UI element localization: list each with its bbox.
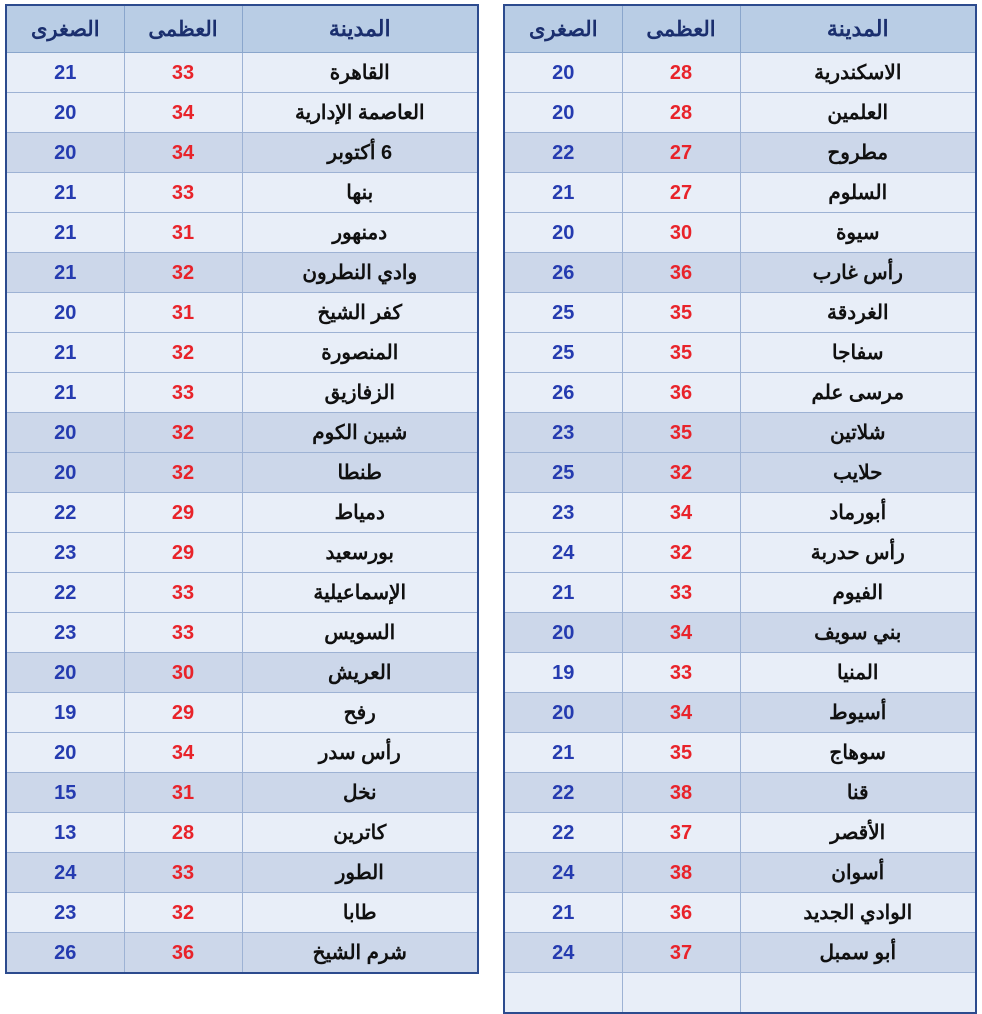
city-name: شرم الشيخ — [242, 933, 478, 974]
right-table-wrapper — [5, 4, 479, 964]
max-temp: 31 — [124, 293, 242, 333]
max-temp: 32 — [124, 253, 242, 293]
city-name: العاصمة الإدارية — [242, 93, 478, 133]
max-temp: 30 — [622, 213, 740, 253]
min-temp: 23 — [504, 493, 622, 533]
min-temp: 15 — [6, 773, 124, 813]
min-temp: 22 — [504, 813, 622, 853]
max-temp: 36 — [622, 253, 740, 293]
min-temp: 13 — [6, 813, 124, 853]
table-row — [504, 813, 976, 853]
table-row — [6, 573, 478, 613]
table-row — [504, 413, 976, 453]
city-name: المنصورة — [242, 333, 478, 373]
table-row — [504, 853, 976, 893]
table-row — [504, 133, 976, 173]
table-row — [504, 773, 976, 813]
column-header-max: العظمى — [622, 5, 740, 53]
max-temp: 35 — [622, 413, 740, 453]
min-temp: 21 — [6, 173, 124, 213]
min-temp: 21 — [6, 333, 124, 373]
max-temp: 28 — [622, 93, 740, 133]
max-temp: 33 — [124, 373, 242, 413]
min-temp: 20 — [504, 93, 622, 133]
max-temp: 32 — [622, 453, 740, 493]
table-row — [6, 893, 478, 933]
table-row — [504, 53, 976, 93]
max-temp: 34 — [622, 493, 740, 533]
table-row — [6, 493, 478, 533]
table-row — [504, 573, 976, 613]
table-row — [6, 333, 478, 373]
min-temp: 25 — [504, 293, 622, 333]
city-name: نخل — [242, 773, 478, 813]
city-name: الاسكندرية — [740, 53, 976, 93]
max-temp: 36 — [622, 893, 740, 933]
table-row — [6, 213, 478, 253]
min-temp: 23 — [504, 413, 622, 453]
table-row — [6, 93, 478, 133]
city-name: الفيوم — [740, 573, 976, 613]
column-header-min: الصغرى — [504, 5, 622, 53]
city-name: بورسعيد — [242, 533, 478, 573]
min-temp: 20 — [6, 293, 124, 333]
min-temp: 19 — [6, 693, 124, 733]
max-temp: 31 — [124, 213, 242, 253]
city-name: شلاتين — [740, 413, 976, 453]
table-row — [504, 173, 976, 213]
city-name: شبين الكوم — [242, 413, 478, 453]
table-row — [6, 773, 478, 813]
city-name: 6 أكتوبر — [242, 133, 478, 173]
table-row — [6, 653, 478, 693]
min-temp: 25 — [504, 453, 622, 493]
max-temp: 30 — [124, 653, 242, 693]
max-temp: 34 — [124, 733, 242, 773]
city-name: وادي النطرون — [242, 253, 478, 293]
city-name: مرسى علم — [740, 373, 976, 413]
max-temp — [622, 973, 740, 1014]
city-name: الوادي الجديد — [740, 893, 976, 933]
max-temp: 36 — [124, 933, 242, 974]
min-temp: 20 — [504, 693, 622, 733]
city-name: الغردقة — [740, 293, 976, 333]
city-name: أبو سمبل — [740, 933, 976, 973]
min-temp: 20 — [504, 213, 622, 253]
min-temp: 21 — [6, 53, 124, 93]
min-temp: 21 — [504, 573, 622, 613]
min-temp: 22 — [504, 773, 622, 813]
city-name: رفح — [242, 693, 478, 733]
max-temp: 32 — [124, 413, 242, 453]
city-name: العريش — [242, 653, 478, 693]
min-temp: 25 — [504, 333, 622, 373]
weather-table-left — [503, 4, 977, 1014]
min-temp: 26 — [504, 373, 622, 413]
table-row — [6, 293, 478, 333]
city-name: كاترين — [242, 813, 478, 853]
max-temp: 32 — [124, 453, 242, 493]
table-row-partial — [504, 973, 976, 1014]
table-row — [6, 813, 478, 853]
city-name: العلمين — [740, 93, 976, 133]
max-temp: 37 — [622, 933, 740, 973]
min-temp: 20 — [504, 53, 622, 93]
min-temp: 22 — [6, 493, 124, 533]
min-temp: 21 — [6, 373, 124, 413]
max-temp: 29 — [124, 493, 242, 533]
city-name — [740, 973, 976, 1014]
city-name: رأس سدر — [242, 733, 478, 773]
city-name: السويس — [242, 613, 478, 653]
table-row — [6, 613, 478, 653]
max-temp: 29 — [124, 533, 242, 573]
city-name: سفاجا — [740, 333, 976, 373]
min-temp: 23 — [6, 893, 124, 933]
table-row — [504, 213, 976, 253]
max-temp: 33 — [622, 573, 740, 613]
min-temp: 20 — [6, 733, 124, 773]
max-temp: 33 — [124, 853, 242, 893]
table-row — [6, 693, 478, 733]
table-row — [6, 253, 478, 293]
column-header-city: المدينة — [242, 5, 478, 53]
city-name: سوهاج — [740, 733, 976, 773]
city-name: رأس حدربة — [740, 533, 976, 573]
city-name: بني سويف — [740, 613, 976, 653]
city-name: الإسماعيلية — [242, 573, 478, 613]
min-temp: 21 — [6, 213, 124, 253]
city-name: المنيا — [740, 653, 976, 693]
max-temp: 35 — [622, 293, 740, 333]
column-header-city: المدينة — [740, 5, 976, 53]
min-temp: 21 — [504, 733, 622, 773]
table-row — [6, 853, 478, 893]
max-temp: 34 — [124, 133, 242, 173]
max-temp: 28 — [124, 813, 242, 853]
weather-table-right — [5, 4, 479, 974]
city-name: أسيوط — [740, 693, 976, 733]
city-name: دمنهور — [242, 213, 478, 253]
max-temp: 27 — [622, 173, 740, 213]
table-row — [504, 373, 976, 413]
min-temp: 23 — [6, 533, 124, 573]
max-temp: 37 — [622, 813, 740, 853]
max-temp: 32 — [124, 333, 242, 373]
max-temp: 29 — [124, 693, 242, 733]
max-temp: 32 — [124, 893, 242, 933]
city-name: أسوان — [740, 853, 976, 893]
left-table-wrapper — [503, 4, 977, 964]
max-temp: 33 — [124, 173, 242, 213]
max-temp: 34 — [622, 613, 740, 653]
table-row — [504, 653, 976, 693]
city-name: بنها — [242, 173, 478, 213]
city-name: حلايب — [740, 453, 976, 493]
min-temp: 24 — [504, 853, 622, 893]
city-name: طابا — [242, 893, 478, 933]
column-header-max: العظمى — [124, 5, 242, 53]
max-temp: 35 — [622, 733, 740, 773]
min-temp: 24 — [504, 533, 622, 573]
max-temp: 33 — [622, 653, 740, 693]
table-row — [504, 733, 976, 773]
max-temp: 38 — [622, 853, 740, 893]
max-temp: 31 — [124, 773, 242, 813]
table-row — [504, 333, 976, 373]
table-row — [504, 893, 976, 933]
table-row — [504, 613, 976, 653]
table-header-row — [504, 5, 976, 53]
min-temp — [504, 973, 622, 1014]
city-name: الطور — [242, 853, 478, 893]
city-name: الزفازيق — [242, 373, 478, 413]
max-temp: 38 — [622, 773, 740, 813]
max-temp: 34 — [124, 93, 242, 133]
city-name: مطروح — [740, 133, 976, 173]
table-header-row — [6, 5, 478, 53]
table-row — [6, 533, 478, 573]
max-temp: 36 — [622, 373, 740, 413]
city-name: رأس غارب — [740, 253, 976, 293]
city-name: أبورماد — [740, 493, 976, 533]
city-name: كفر الشيخ — [242, 293, 478, 333]
table-row — [504, 533, 976, 573]
city-name: السلوم — [740, 173, 976, 213]
min-temp: 23 — [6, 613, 124, 653]
table-row — [6, 373, 478, 413]
max-temp: 28 — [622, 53, 740, 93]
min-temp: 26 — [6, 933, 124, 974]
min-temp: 19 — [504, 653, 622, 693]
city-name: دمياط — [242, 493, 478, 533]
table-row — [504, 253, 976, 293]
table-row — [504, 453, 976, 493]
table-row — [504, 693, 976, 733]
column-header-min: الصغرى — [6, 5, 124, 53]
city-name: قنا — [740, 773, 976, 813]
min-temp: 26 — [504, 253, 622, 293]
max-temp: 33 — [124, 573, 242, 613]
min-temp: 20 — [6, 93, 124, 133]
min-temp: 21 — [6, 253, 124, 293]
table-row — [6, 413, 478, 453]
max-temp: 35 — [622, 333, 740, 373]
table-row — [504, 493, 976, 533]
min-temp: 21 — [504, 173, 622, 213]
city-name: الأقصر — [740, 813, 976, 853]
table-row — [6, 933, 478, 974]
min-temp: 21 — [504, 893, 622, 933]
max-temp: 33 — [124, 53, 242, 93]
table-row — [504, 293, 976, 333]
table-row — [6, 133, 478, 173]
min-temp: 20 — [6, 653, 124, 693]
max-temp: 27 — [622, 133, 740, 173]
min-temp: 22 — [6, 573, 124, 613]
table-row — [6, 453, 478, 493]
min-temp: 20 — [6, 133, 124, 173]
min-temp: 24 — [504, 933, 622, 973]
city-name: القاهرة — [242, 53, 478, 93]
table-row — [504, 93, 976, 133]
min-temp: 22 — [504, 133, 622, 173]
max-temp: 34 — [622, 693, 740, 733]
max-temp: 33 — [124, 613, 242, 653]
city-name: طنطا — [242, 453, 478, 493]
min-temp: 20 — [504, 613, 622, 653]
table-row — [504, 933, 976, 973]
min-temp: 20 — [6, 453, 124, 493]
min-temp: 20 — [6, 413, 124, 453]
min-temp: 24 — [6, 853, 124, 893]
table-row — [6, 173, 478, 213]
table-row — [6, 53, 478, 93]
table-row — [6, 733, 478, 773]
max-temp: 32 — [622, 533, 740, 573]
city-name: سيوة — [740, 213, 976, 253]
